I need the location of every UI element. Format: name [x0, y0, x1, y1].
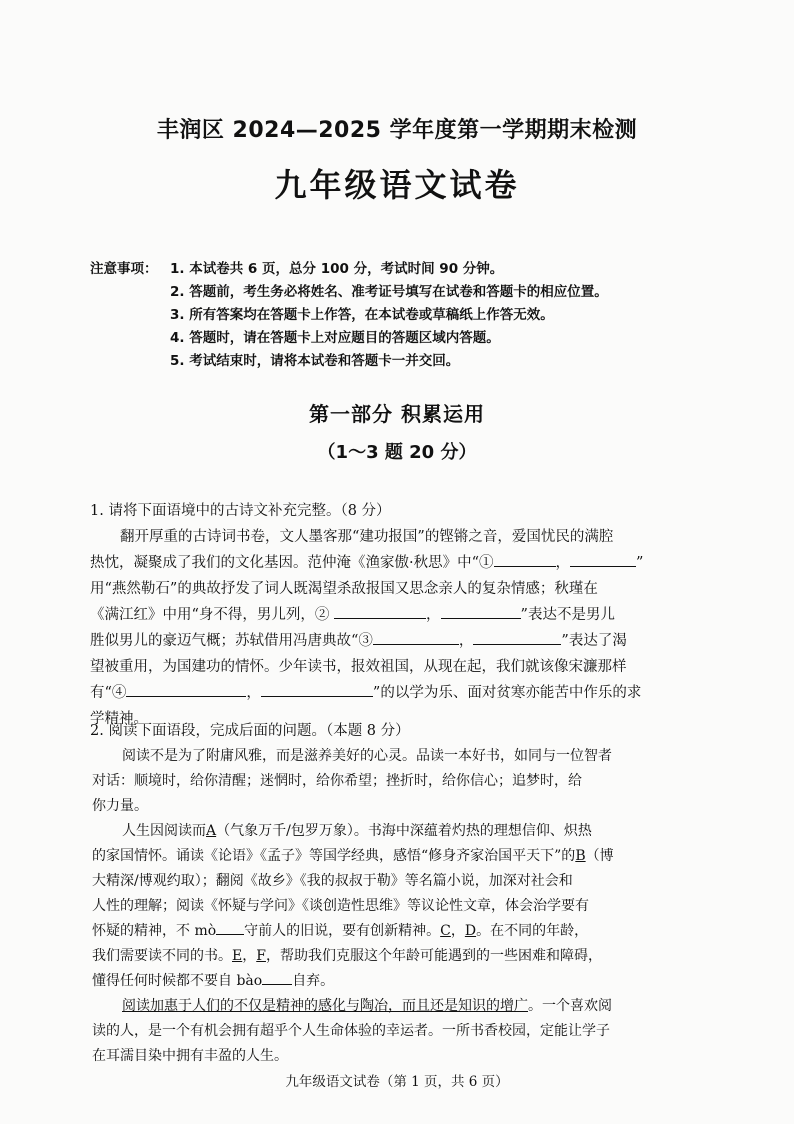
q2-line: 的家国情怀。诵读《论语》《孟子》等国学经典，感悟“修身齐家治国平天下”的B（博	[92, 848, 614, 864]
q1-line: 有“④ ， ”的以学为乐、面对贫寒亦能苦中作乐的求	[90, 680, 702, 706]
marker-f: F	[256, 948, 266, 964]
question-2-stem-wrap	[90, 718, 702, 744]
note-item	[90, 350, 770, 373]
notes-block	[90, 258, 770, 373]
blank-mo[interactable]	[216, 920, 244, 935]
q2-line: 大精深/博观约取）；翻阅《故乡》《我的叔叔于勒》等名篇小说，加深对社会和	[92, 873, 573, 889]
blank-2a[interactable]	[334, 604, 426, 619]
q2-line: 对话：顺境时，给你清醒；迷惘时，给你希望；挫折时，给你信心；追梦时，给	[92, 773, 582, 789]
question-1	[90, 498, 702, 732]
q1-line: 学精神。	[90, 711, 148, 727]
note-item	[90, 258, 770, 281]
note-item	[90, 281, 770, 304]
q2-line: 你力量。	[92, 798, 148, 814]
blank-4b[interactable]	[261, 682, 373, 697]
marker-a: A	[206, 823, 217, 839]
note-text: 1. 本试卷共 6 页，总分 100 分，考试时间 90 分钟。	[170, 261, 504, 277]
q2-line: 阅读加惠于人们的不仅是精神的感化与陶冶，而且还是知识的增广。一个喜欢阅	[122, 998, 612, 1014]
page-footer: 九年级语文试卷（第 1 页，共 6 页）	[285, 1074, 509, 1090]
q1-line: 用“燕然勒石”的典故抒发了词人既渴望杀敌报国又思念亲人的复杂情感；秋瑾在	[90, 581, 598, 597]
note-text: 2. 答题前，考生务必将姓名、准考证号填写在试卷和答题卡的相应位置。	[170, 284, 608, 300]
section-title: 第一部分 积累运用	[309, 402, 485, 426]
q1-line: 胜似男儿的豪迈气概；苏轼借用冯唐典故“③ ， ”表达了渴	[90, 628, 702, 654]
q1-line: 《满江红》中用“身不得，男儿列，② ， ”表达不是男儿	[90, 602, 702, 628]
q1-line: 翻开厚重的古诗词书卷，文人墨客那“建功报国”的铿锵之音，爱国忧民的满腔	[120, 529, 614, 545]
notes-heading: 注意事项：	[90, 261, 158, 277]
blank-1a[interactable]	[494, 552, 556, 567]
note-text: 5. 考试结束时，请将本试卷和答题卡一并交回。	[170, 353, 460, 369]
q2-line: 人生因阅读而A（气象万千/包罗万象）。书海中深蕴着灼热的理想信仰、炽热	[122, 823, 592, 839]
marker-e: E	[232, 948, 243, 964]
blank-2b[interactable]	[441, 604, 521, 619]
marker-c: C	[440, 923, 451, 939]
question-1-stem: 1. 请将下面语境中的古诗文补充完整。（8 分）	[90, 503, 391, 519]
q1-line: 望被重用，为国建功的情怀。少年读书，报效祖国，从现在起，我们就该像宋濂那样	[90, 659, 627, 675]
q2-line: 怀疑的精神，不 mò 守前人的旧说，要有创新精神。C，D。在不同的年龄，	[92, 919, 702, 944]
exam-subtitle: 九年级语文试卷	[274, 166, 520, 204]
q1-line: 热忱，凝聚成了我们的文化基因。范仲淹《渔家傲·秋思》中“① ， ”	[90, 550, 702, 576]
underlined-sentence: 阅读加惠于人们的不仅是精神的感化与陶冶，而且还是知识的增广	[122, 998, 528, 1014]
question-2-stem: 2. 阅读下面语段，完成后面的问题。（本题 8 分）	[90, 723, 410, 739]
section-range: （1～3 题 20 分）	[317, 442, 477, 463]
blank-3a[interactable]	[373, 630, 459, 645]
q2-line: 阅读不是为了附庸风雅，而是滋养美好的心灵。品读一本好书，如同与一位智者	[122, 748, 612, 764]
note-text: 3. 所有答案均在答题卡上作答，在本试卷或草稿纸上作答无效。	[170, 307, 554, 323]
note-item	[90, 304, 770, 327]
note-text: 4. 答题时，请在答题卡上对应题目的答题区域内答题。	[170, 330, 500, 346]
blank-3b[interactable]	[473, 630, 561, 645]
q2-line: 读的人，是一个有机会拥有超乎个人生命体验的幸运者。一所书香校园，定能让学子	[92, 1023, 610, 1039]
blank-1b[interactable]	[570, 552, 636, 567]
q2-line: 在耳濡目染中拥有丰盈的人生。	[92, 1048, 288, 1064]
note-item	[90, 327, 770, 350]
q2-line: 我们需要读不同的书。E，F，帮助我们克服这个年龄可能遇到的一些困难和障碍，	[92, 948, 602, 964]
blank-4a[interactable]	[126, 682, 246, 697]
question-2-passage	[92, 744, 702, 1069]
q2-line: 人性的理解；阅读《怀疑与学问》《谈创造性思维》等议论性文章，体会治学要有	[92, 898, 589, 914]
marker-d: D	[464, 923, 477, 939]
blank-bao[interactable]	[262, 970, 292, 985]
marker-b: B	[575, 848, 586, 864]
q2-line: 懂得任何时候都不要自 bào 自弃。	[92, 969, 702, 994]
exam-title: 丰润区 2024—2025 学年度第一学期期末检测	[156, 118, 638, 143]
